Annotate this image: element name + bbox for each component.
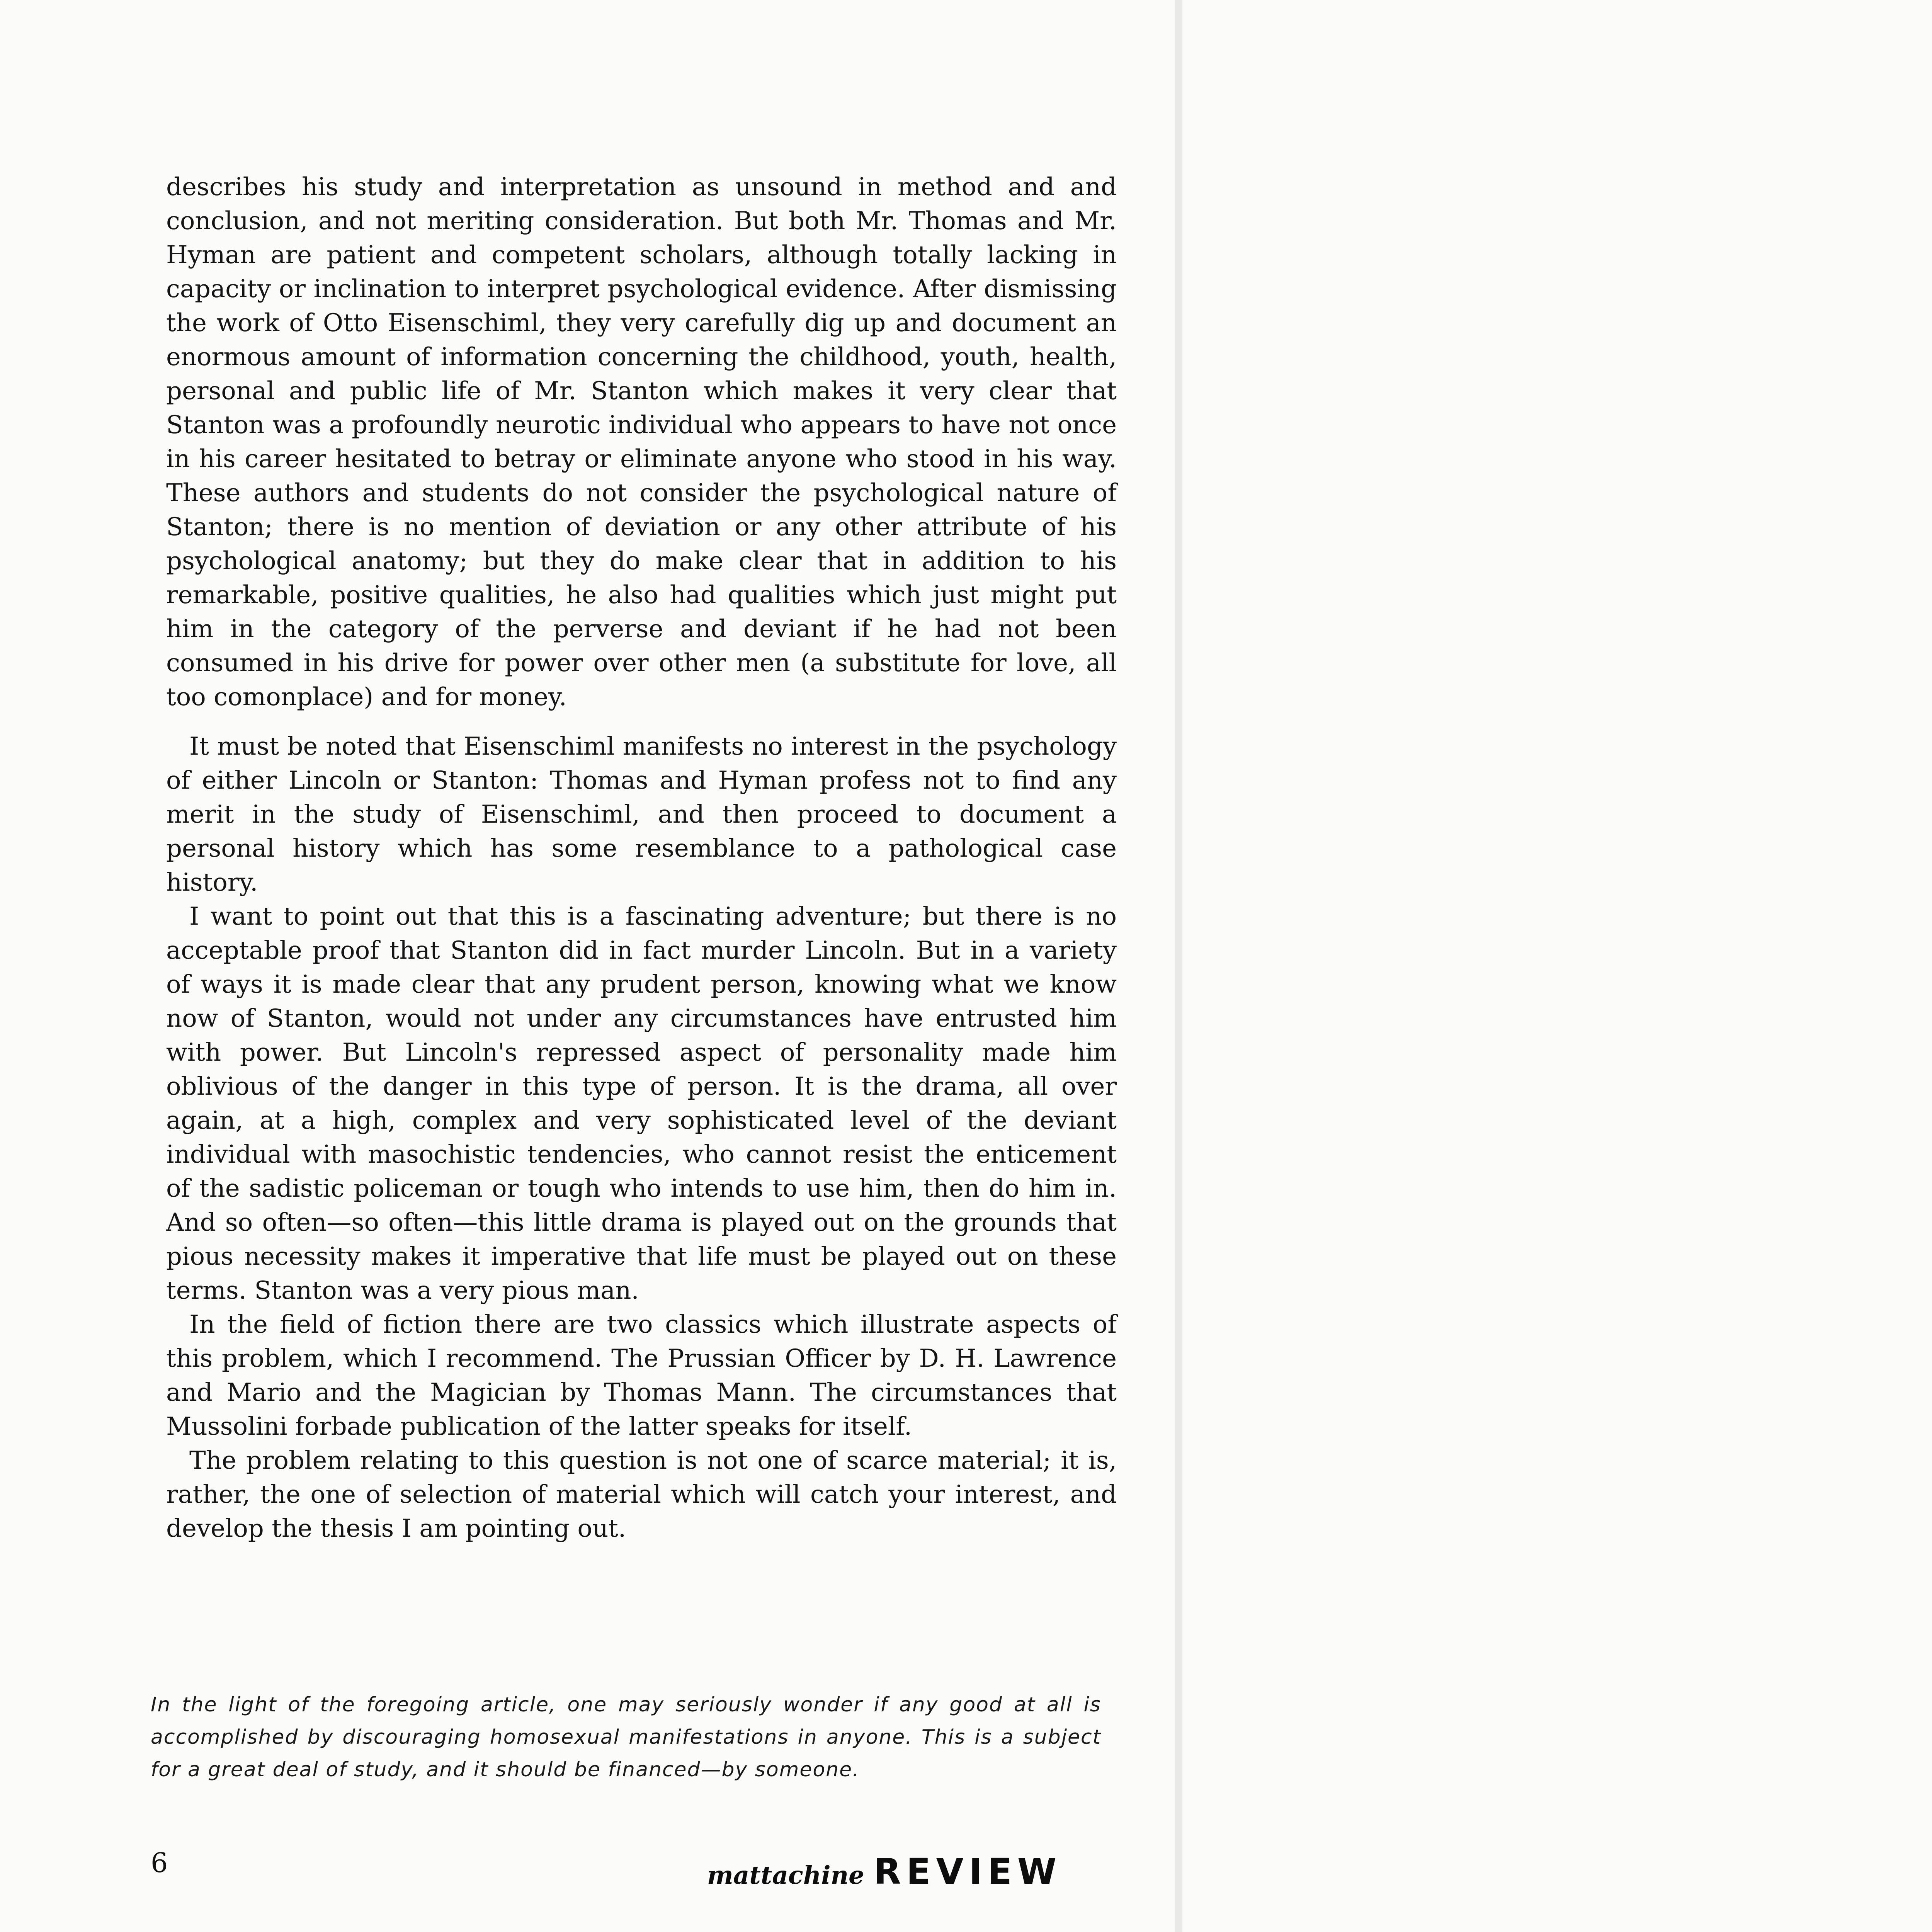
page-number-left: 6 (151, 1847, 168, 1879)
editor-note: In the light of the foregoing article, one may seriously wonder if any good at all is accomplished by discouraging homosexual manifestations in anyone. This is a subject for a great deal of study, and it should be financed—by someone. (151, 1693, 1101, 1781)
masthead-title: REVIEW (873, 1851, 1062, 1892)
left-paragraph-5: The problem relating to this question is not one of scarce material; it is, rather, the one of selection of material which will catch your interest, and develop the thesis I am pointing out. (166, 1446, 1117, 1543)
left-paragraph-1: describes his study and interpretation as unsound in method and and conclusion, and not meriting consideration. But both Mr. Thomas and Mr. Hyman are patient and competent scholars, although totally lacking in capacity or inclination to interpret psychological evidence. After dismissing the work of Otto Eisenschiml, they very carefully dig up and document an enormous amount of information concerning the childhood, youth, health, personal and public life of Mr. Stanton which makes it very clear that Stanton was a profoundly neurotic individual who appears to have not once in his career hesitated to betray or eliminate anyone who stood in his way. These authors and students do not consider the psychological nature of Stanton; there is no mention of deviation or any other attribute of his psychological anatomy; but they do make clear that in addition to his remarkable, positive qualities, he also had qualities which just might put him in the category of the perverse and deviant if he had not been consumed in his drive for power over other men (a substitute for love, all too comonplace) and for money. (166, 173, 1117, 711)
masthead-footer (707, 1851, 1062, 1892)
right-page (1182, 0, 1932, 1932)
gutter (1175, 0, 1182, 1932)
left-paragraph-4: In the field of fiction there are two classics which illustrate aspects of this problem, which I recommend. The Prussian Officer by D. H. Lawrence and Mario and the Magician by Thomas Mann. The circumstances that Mussolini forbade publication of the latter speaks for itself. (166, 1310, 1117, 1441)
left-article-body (166, 170, 1117, 1546)
left-paragraph-2: It must be noted that Eisenschiml manifests no interest in the psychology of either Lincoln or Stanton: Thomas and Hyman profess not to find any merit in the study of Eisenschiml, and then proceed to document a personal history which has some resemblance to a pathological case history. (166, 732, 1117, 897)
masthead-script: mattachine (707, 1861, 864, 1890)
left-paragraph-3: I want to point out that this is a fascinating adventure; but there is no acceptable proof that Stanton did in fact murder Lincoln. But in a variety of ways it is made clear that any prudent person, knowing what we know now of Stanton, would not under any circumstances have entrusted him with power. But Lincoln's repressed aspect of personality made him oblivious of the danger in this type of person. It is the drama, all over again, at a high, complex and very sophisticated level of the deviant individual with masochistic tendencies, who cannot resist the enticement of the sadistic policeman or tough who intends to use him, then do him in. And so often—so often—this little drama is played out on the grounds that pious necessity makes it imperative that life must be played out on these terms. Stanton was a very pious man. (166, 902, 1117, 1305)
